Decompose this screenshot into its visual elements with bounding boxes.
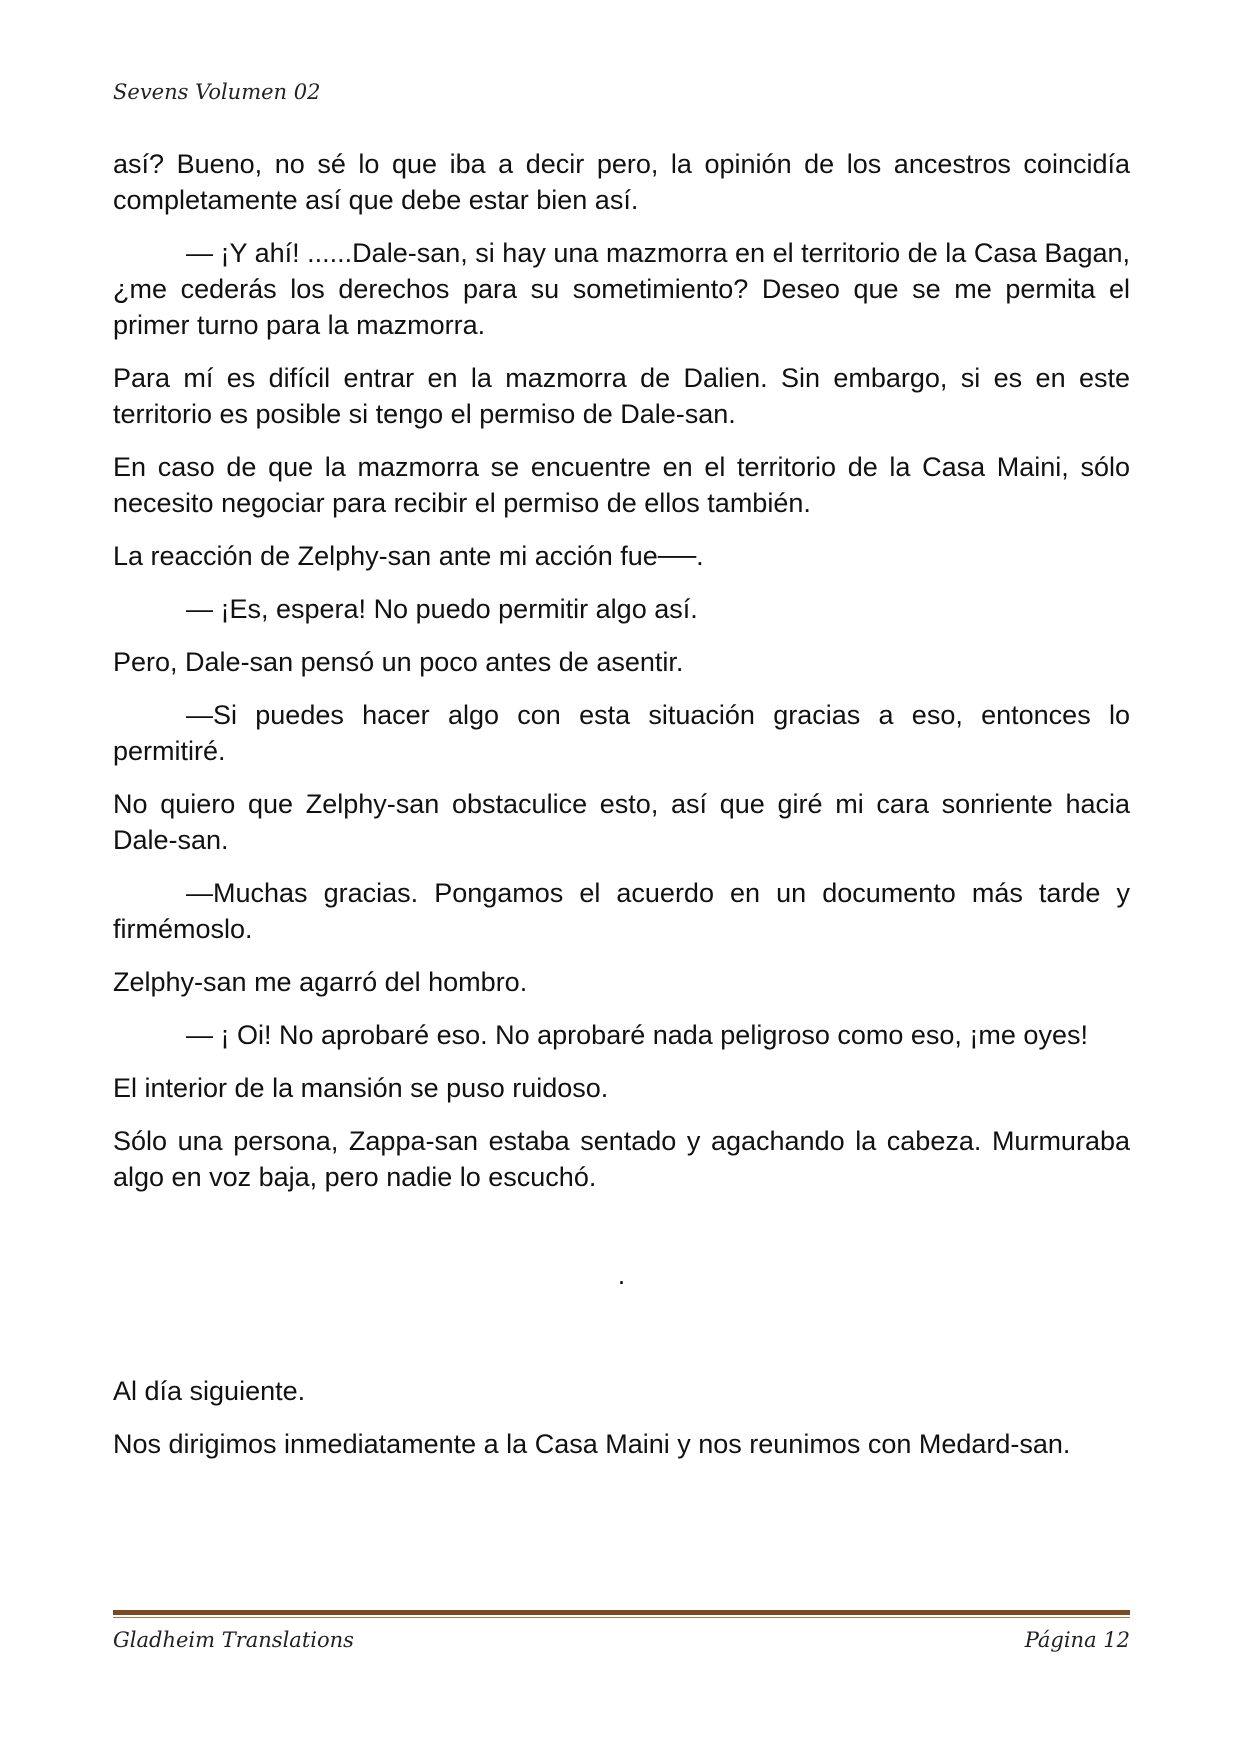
paragraph: Zelphy-san me agarró del hombro.: [113, 967, 528, 997]
page-number: Página 12: [1024, 1628, 1130, 1652]
paragraph: Nos dirigimos inmediatamente a la Casa Maini y nos reunimos con Medard-san.: [113, 1429, 1071, 1459]
dialogue-paragraph: — ¡ Oi! No aprobaré eso. No aprobaré nada peligroso como eso, ¡me oyes!: [186, 1020, 1088, 1050]
footer-rule-thin: [113, 1617, 1130, 1618]
dialogue-paragraph: — ¡Y ahí! ......Dale-san, si hay una mazmorra en el territorio de la Casa Bagan, ¿me cederás los derechos para su sometimiento? Deseo que se me permita el primer turno para la mazmorra.: [113, 238, 1130, 340]
page-body: [113, 146, 1130, 1479]
dialogue-paragraph: —Muchas gracias. Pongamos el acuerdo en un documento más tarde y firmémoslo.: [113, 878, 1130, 944]
dialogue-paragraph: — ¡Es, espera! No puedo permitir algo así.: [186, 594, 698, 624]
paragraph: No quiero que Zelphy-san obstaculice esto, así que giré mi cara sonriente hacia Dale-san.: [113, 789, 1130, 855]
paragraph: así? Bueno, no sé lo que iba a decir pero, la opinión de los ancestros coincidía completamente así que debe estar bien así.: [113, 149, 1130, 215]
paragraph: El interior de la mansión se puso ruidoso.: [113, 1073, 609, 1103]
scene-separator: .: [617, 1260, 626, 1290]
paragraph: Pero, Dale-san pensó un poco antes de asentir.: [113, 647, 684, 677]
footer-publisher: Gladheim Translations: [113, 1628, 354, 1652]
dialogue-paragraph: —Si puedes hacer algo con esta situación gracias a eso, entonces lo permitiré.: [113, 700, 1130, 766]
paragraph: La reacción de Zelphy-san ante mi acción fue──.: [113, 541, 704, 571]
paragraph: Para mí es difícil entrar en la mazmorra de Dalien. Sin embargo, si es en este territorio es posible si tengo el permiso de Dale-san.: [113, 363, 1130, 429]
running-header: Sevens Volumen 02: [113, 80, 321, 104]
paragraph: Al día siguiente.: [113, 1376, 306, 1406]
paragraph: En caso de que la mazmorra se encuentre en el territorio de la Casa Maini, sólo necesito negociar para recibir el permiso de ellos también.: [113, 452, 1130, 518]
paragraph: Sólo una persona, Zappa-san estaba sentado y agachando la cabeza. Murmuraba algo en voz baja, pero nadie lo escuchó.: [113, 1126, 1130, 1192]
footer-rule: [113, 1610, 1130, 1615]
